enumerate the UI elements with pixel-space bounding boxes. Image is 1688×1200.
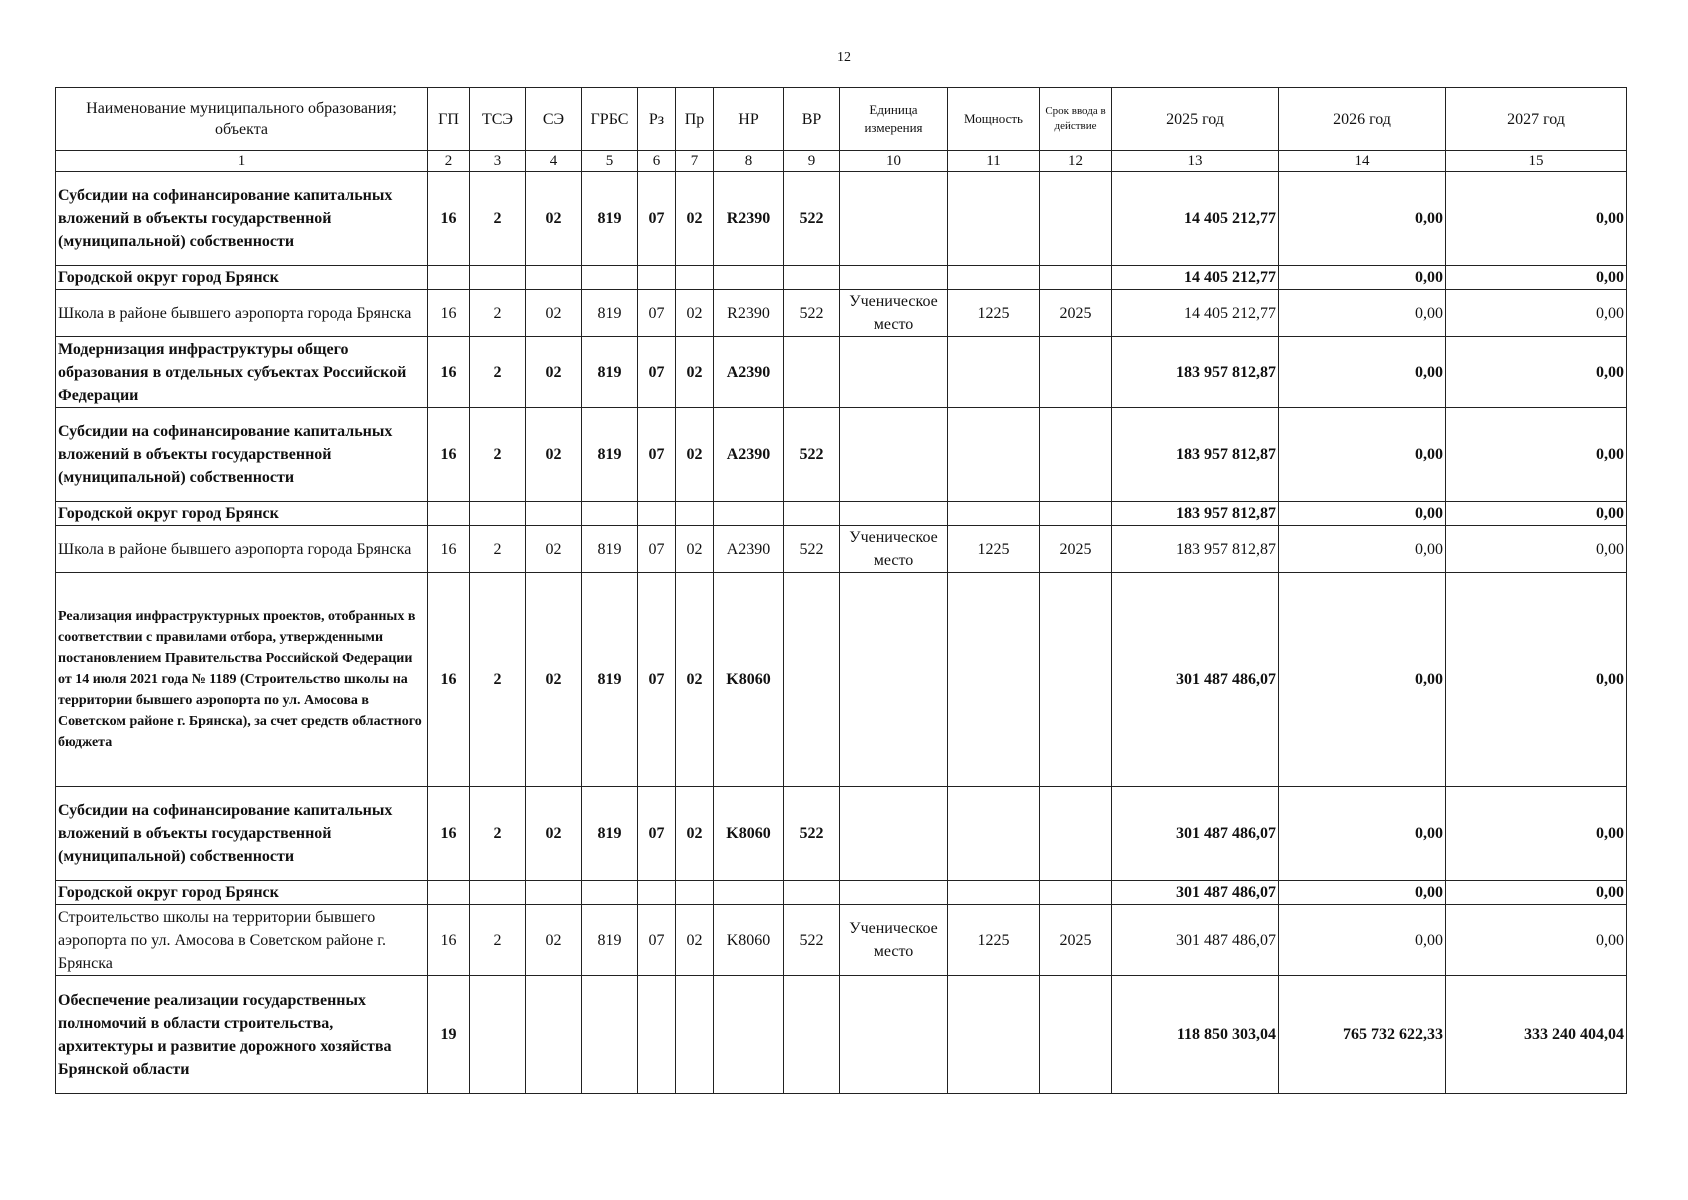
cell-pr: 02 <box>676 526 714 573</box>
cell-term <box>1040 266 1112 290</box>
header-2025: 2025 год <box>1112 88 1279 151</box>
cell-y2027: 0,00 <box>1446 408 1627 502</box>
cell-grbs <box>582 881 638 905</box>
column-number: 15 <box>1446 151 1627 172</box>
cell-vr: 522 <box>784 526 840 573</box>
cell-unit <box>840 172 948 266</box>
cell-grbs: 819 <box>582 290 638 337</box>
cell-unit: Ученическое место <box>840 290 948 337</box>
cell-unit <box>840 337 948 408</box>
cell-name: Реализация инфраструктурных проектов, отобранных в соответствии с правилами отбора, утвержденными постановлением Правительства Российской Федерации от 14 июля 2021 года № 1189 (Строительство школы на территории бывшего аэропорта по ул. Амосова в Советском районе г. Брянска), за счет средств областного бюджета <box>56 573 428 787</box>
cell-rz: 07 <box>638 905 676 976</box>
cell-name: Обеспечение реализации государственных полномочий в области строительства, архитектуры и развитие дорожного хозяйства Брянской области <box>56 976 428 1094</box>
cell-tse: 2 <box>470 408 526 502</box>
cell-gp <box>428 266 470 290</box>
header-nr: НР <box>714 88 784 151</box>
cell-rz: 07 <box>638 526 676 573</box>
cell-nr: K8060 <box>714 905 784 976</box>
cell-se: 02 <box>526 526 582 573</box>
cell-y2025: 183 957 812,87 <box>1112 502 1279 526</box>
header-capacity: Мощность <box>948 88 1040 151</box>
cell-y2025: 301 487 486,07 <box>1112 787 1279 881</box>
cell-se <box>526 881 582 905</box>
cell-nr: A2390 <box>714 526 784 573</box>
cell-cap <box>948 337 1040 408</box>
cell-pr <box>676 502 714 526</box>
cell-name: Строительство школы на территории бывшего аэропорта по ул. Амосова в Советском районе г. Брянска <box>56 905 428 976</box>
table-row <box>56 976 1627 1094</box>
cell-y2026: 0,00 <box>1279 172 1446 266</box>
cell-nr: K8060 <box>714 573 784 787</box>
column-number: 5 <box>582 151 638 172</box>
cell-unit: Ученическое место <box>840 526 948 573</box>
cell-rz <box>638 881 676 905</box>
cell-tse: 2 <box>470 172 526 266</box>
cell-nr: R2390 <box>714 290 784 337</box>
cell-y2025: 183 957 812,87 <box>1112 337 1279 408</box>
header-pr: Пр <box>676 88 714 151</box>
cell-gp: 16 <box>428 905 470 976</box>
cell-term <box>1040 787 1112 881</box>
column-number-row <box>56 151 1627 172</box>
cell-se: 02 <box>526 408 582 502</box>
cell-term: 2025 <box>1040 905 1112 976</box>
cell-name: Субсидии на софинансирование капитальных вложений в объекты государственной (муниципальной) собственности <box>56 787 428 881</box>
cell-pr: 02 <box>676 905 714 976</box>
cell-nr: R2390 <box>714 172 784 266</box>
cell-gp: 16 <box>428 337 470 408</box>
cell-nr <box>714 976 784 1094</box>
cell-gp <box>428 502 470 526</box>
header-grbs: ГРБС <box>582 88 638 151</box>
cell-name: Городской округ город Брянск <box>56 502 428 526</box>
cell-tse: 2 <box>470 290 526 337</box>
cell-cap: 1225 <box>948 290 1040 337</box>
cell-se: 02 <box>526 573 582 787</box>
cell-grbs: 819 <box>582 573 638 787</box>
cell-grbs: 819 <box>582 172 638 266</box>
cell-cap <box>948 881 1040 905</box>
cell-y2026: 0,00 <box>1279 573 1446 787</box>
cell-nr <box>714 502 784 526</box>
cell-tse: 2 <box>470 905 526 976</box>
cell-pr: 02 <box>676 290 714 337</box>
cell-unit: Ученическое место <box>840 905 948 976</box>
cell-term: 2025 <box>1040 526 1112 573</box>
cell-term <box>1040 502 1112 526</box>
cell-pr: 02 <box>676 337 714 408</box>
table-row <box>56 905 1627 976</box>
cell-se <box>526 502 582 526</box>
cell-tse <box>470 502 526 526</box>
cell-nr <box>714 266 784 290</box>
cell-y2027: 0,00 <box>1446 290 1627 337</box>
cell-pr: 02 <box>676 787 714 881</box>
cell-pr <box>676 266 714 290</box>
table-row <box>56 502 1627 526</box>
cell-grbs <box>582 976 638 1094</box>
cell-cap: 1225 <box>948 526 1040 573</box>
cell-gp: 19 <box>428 976 470 1094</box>
cell-grbs: 819 <box>582 408 638 502</box>
cell-vr: 522 <box>784 408 840 502</box>
cell-unit <box>840 787 948 881</box>
cell-term <box>1040 408 1112 502</box>
cell-rz <box>638 976 676 1094</box>
cell-y2027: 0,00 <box>1446 526 1627 573</box>
cell-vr <box>784 881 840 905</box>
cell-term <box>1040 976 1112 1094</box>
table-row <box>56 526 1627 573</box>
cell-pr: 02 <box>676 172 714 266</box>
cell-se: 02 <box>526 787 582 881</box>
page-number: 12 <box>837 50 851 65</box>
column-number: 3 <box>470 151 526 172</box>
table-row <box>56 881 1627 905</box>
cell-cap <box>948 408 1040 502</box>
cell-name: Субсидии на софинансирование капитальных вложений в объекты государственной (муниципальной) собственности <box>56 172 428 266</box>
table-row <box>56 408 1627 502</box>
header-gp: ГП <box>428 88 470 151</box>
cell-cap <box>948 172 1040 266</box>
cell-y2026: 0,00 <box>1279 290 1446 337</box>
cell-nr: A2390 <box>714 408 784 502</box>
cell-gp <box>428 881 470 905</box>
cell-term <box>1040 573 1112 787</box>
cell-y2026: 0,00 <box>1279 905 1446 976</box>
cell-unit <box>840 976 948 1094</box>
cell-gp: 16 <box>428 408 470 502</box>
table-row <box>56 573 1627 787</box>
cell-name: Модернизация инфраструктуры общего образования в отдельных субъектах Российской Федерации <box>56 337 428 408</box>
budget-table <box>55 87 1627 1094</box>
cell-grbs: 819 <box>582 526 638 573</box>
cell-grbs <box>582 266 638 290</box>
column-number: 10 <box>840 151 948 172</box>
header-2026: 2026 год <box>1279 88 1446 151</box>
column-number: 7 <box>676 151 714 172</box>
column-number: 4 <box>526 151 582 172</box>
cell-y2025: 183 957 812,87 <box>1112 408 1279 502</box>
cell-y2026: 0,00 <box>1279 266 1446 290</box>
column-number: 1 <box>56 151 428 172</box>
cell-y2025: 14 405 212,77 <box>1112 290 1279 337</box>
cell-y2026: 0,00 <box>1279 337 1446 408</box>
cell-se: 02 <box>526 337 582 408</box>
cell-grbs: 819 <box>582 905 638 976</box>
cell-unit <box>840 502 948 526</box>
column-number: 11 <box>948 151 1040 172</box>
cell-gp: 16 <box>428 290 470 337</box>
cell-cap <box>948 787 1040 881</box>
cell-tse: 2 <box>470 337 526 408</box>
cell-grbs <box>582 502 638 526</box>
cell-rz: 07 <box>638 290 676 337</box>
cell-y2027: 0,00 <box>1446 905 1627 976</box>
cell-tse <box>470 976 526 1094</box>
cell-y2027: 0,00 <box>1446 337 1627 408</box>
cell-pr <box>676 976 714 1094</box>
cell-unit <box>840 408 948 502</box>
cell-vr: 522 <box>784 290 840 337</box>
cell-gp: 16 <box>428 787 470 881</box>
column-number: 12 <box>1040 151 1112 172</box>
table-row <box>56 266 1627 290</box>
cell-y2027: 0,00 <box>1446 502 1627 526</box>
cell-name: Школа в районе бывшего аэропорта города Брянска <box>56 290 428 337</box>
table-row <box>56 172 1627 266</box>
header-unit: Единица измерения <box>840 88 948 151</box>
cell-unit <box>840 881 948 905</box>
cell-gp: 16 <box>428 172 470 266</box>
header-term: Срок ввода в действие <box>1040 88 1112 151</box>
header-rz: Рз <box>638 88 676 151</box>
column-number: 9 <box>784 151 840 172</box>
cell-pr: 02 <box>676 408 714 502</box>
header-se: СЭ <box>526 88 582 151</box>
cell-se <box>526 976 582 1094</box>
cell-se: 02 <box>526 172 582 266</box>
cell-vr: 522 <box>784 905 840 976</box>
cell-tse <box>470 881 526 905</box>
cell-y2026: 0,00 <box>1279 787 1446 881</box>
cell-unit <box>840 573 948 787</box>
cell-grbs: 819 <box>582 337 638 408</box>
cell-rz <box>638 502 676 526</box>
cell-cap: 1225 <box>948 905 1040 976</box>
cell-y2027: 333 240 404,04 <box>1446 976 1627 1094</box>
cell-rz: 07 <box>638 787 676 881</box>
cell-tse: 2 <box>470 573 526 787</box>
cell-gp: 16 <box>428 526 470 573</box>
cell-pr <box>676 881 714 905</box>
table-row <box>56 787 1627 881</box>
cell-y2027: 0,00 <box>1446 266 1627 290</box>
column-number: 6 <box>638 151 676 172</box>
table-row <box>56 290 1627 337</box>
cell-rz: 07 <box>638 573 676 787</box>
cell-vr <box>784 266 840 290</box>
cell-vr: 522 <box>784 787 840 881</box>
cell-rz <box>638 266 676 290</box>
cell-rz: 07 <box>638 337 676 408</box>
table-row <box>56 337 1627 408</box>
cell-pr: 02 <box>676 573 714 787</box>
cell-vr <box>784 337 840 408</box>
cell-y2025: 14 405 212,77 <box>1112 266 1279 290</box>
cell-name: Школа в районе бывшего аэропорта города Брянска <box>56 526 428 573</box>
cell-gp: 16 <box>428 573 470 787</box>
cell-y2026: 0,00 <box>1279 502 1446 526</box>
cell-y2025: 14 405 212,77 <box>1112 172 1279 266</box>
column-number: 2 <box>428 151 470 172</box>
cell-name: Субсидии на софинансирование капитальных вложений в объекты государственной (муниципальной) собственности <box>56 408 428 502</box>
cell-vr <box>784 502 840 526</box>
header-row <box>56 88 1627 151</box>
column-number: 14 <box>1279 151 1446 172</box>
cell-y2025: 118 850 303,04 <box>1112 976 1279 1094</box>
cell-se <box>526 266 582 290</box>
cell-cap <box>948 976 1040 1094</box>
cell-term: 2025 <box>1040 290 1112 337</box>
cell-nr: K8060 <box>714 787 784 881</box>
cell-y2026: 0,00 <box>1279 881 1446 905</box>
cell-y2027: 0,00 <box>1446 787 1627 881</box>
cell-y2025: 301 487 486,07 <box>1112 881 1279 905</box>
cell-y2025: 301 487 486,07 <box>1112 905 1279 976</box>
cell-y2026: 0,00 <box>1279 408 1446 502</box>
column-number: 8 <box>714 151 784 172</box>
header-2027: 2027 год <box>1446 88 1627 151</box>
cell-grbs: 819 <box>582 787 638 881</box>
cell-cap <box>948 266 1040 290</box>
cell-y2027: 0,00 <box>1446 172 1627 266</box>
cell-unit <box>840 266 948 290</box>
cell-vr: 522 <box>784 172 840 266</box>
cell-y2025: 183 957 812,87 <box>1112 526 1279 573</box>
cell-y2025: 301 487 486,07 <box>1112 573 1279 787</box>
cell-nr <box>714 881 784 905</box>
column-number: 13 <box>1112 151 1279 172</box>
cell-name: Городской округ город Брянск <box>56 266 428 290</box>
cell-rz: 07 <box>638 408 676 502</box>
cell-y2027: 0,00 <box>1446 573 1627 787</box>
cell-term <box>1040 337 1112 408</box>
cell-se: 02 <box>526 290 582 337</box>
cell-cap <box>948 573 1040 787</box>
cell-tse: 2 <box>470 787 526 881</box>
cell-term <box>1040 881 1112 905</box>
cell-y2026: 765 732 622,33 <box>1279 976 1446 1094</box>
cell-se: 02 <box>526 905 582 976</box>
cell-tse <box>470 266 526 290</box>
cell-term <box>1040 172 1112 266</box>
cell-y2026: 0,00 <box>1279 526 1446 573</box>
header-tse: ТСЭ <box>470 88 526 151</box>
header-vr: ВР <box>784 88 840 151</box>
cell-tse: 2 <box>470 526 526 573</box>
cell-y2027: 0,00 <box>1446 881 1627 905</box>
cell-cap <box>948 502 1040 526</box>
cell-nr: A2390 <box>714 337 784 408</box>
cell-rz: 07 <box>638 172 676 266</box>
cell-vr <box>784 976 840 1094</box>
cell-vr <box>784 573 840 787</box>
header-name: Наименование муниципального образования; объекта <box>56 88 428 151</box>
cell-name: Городской округ город Брянск <box>56 881 428 905</box>
